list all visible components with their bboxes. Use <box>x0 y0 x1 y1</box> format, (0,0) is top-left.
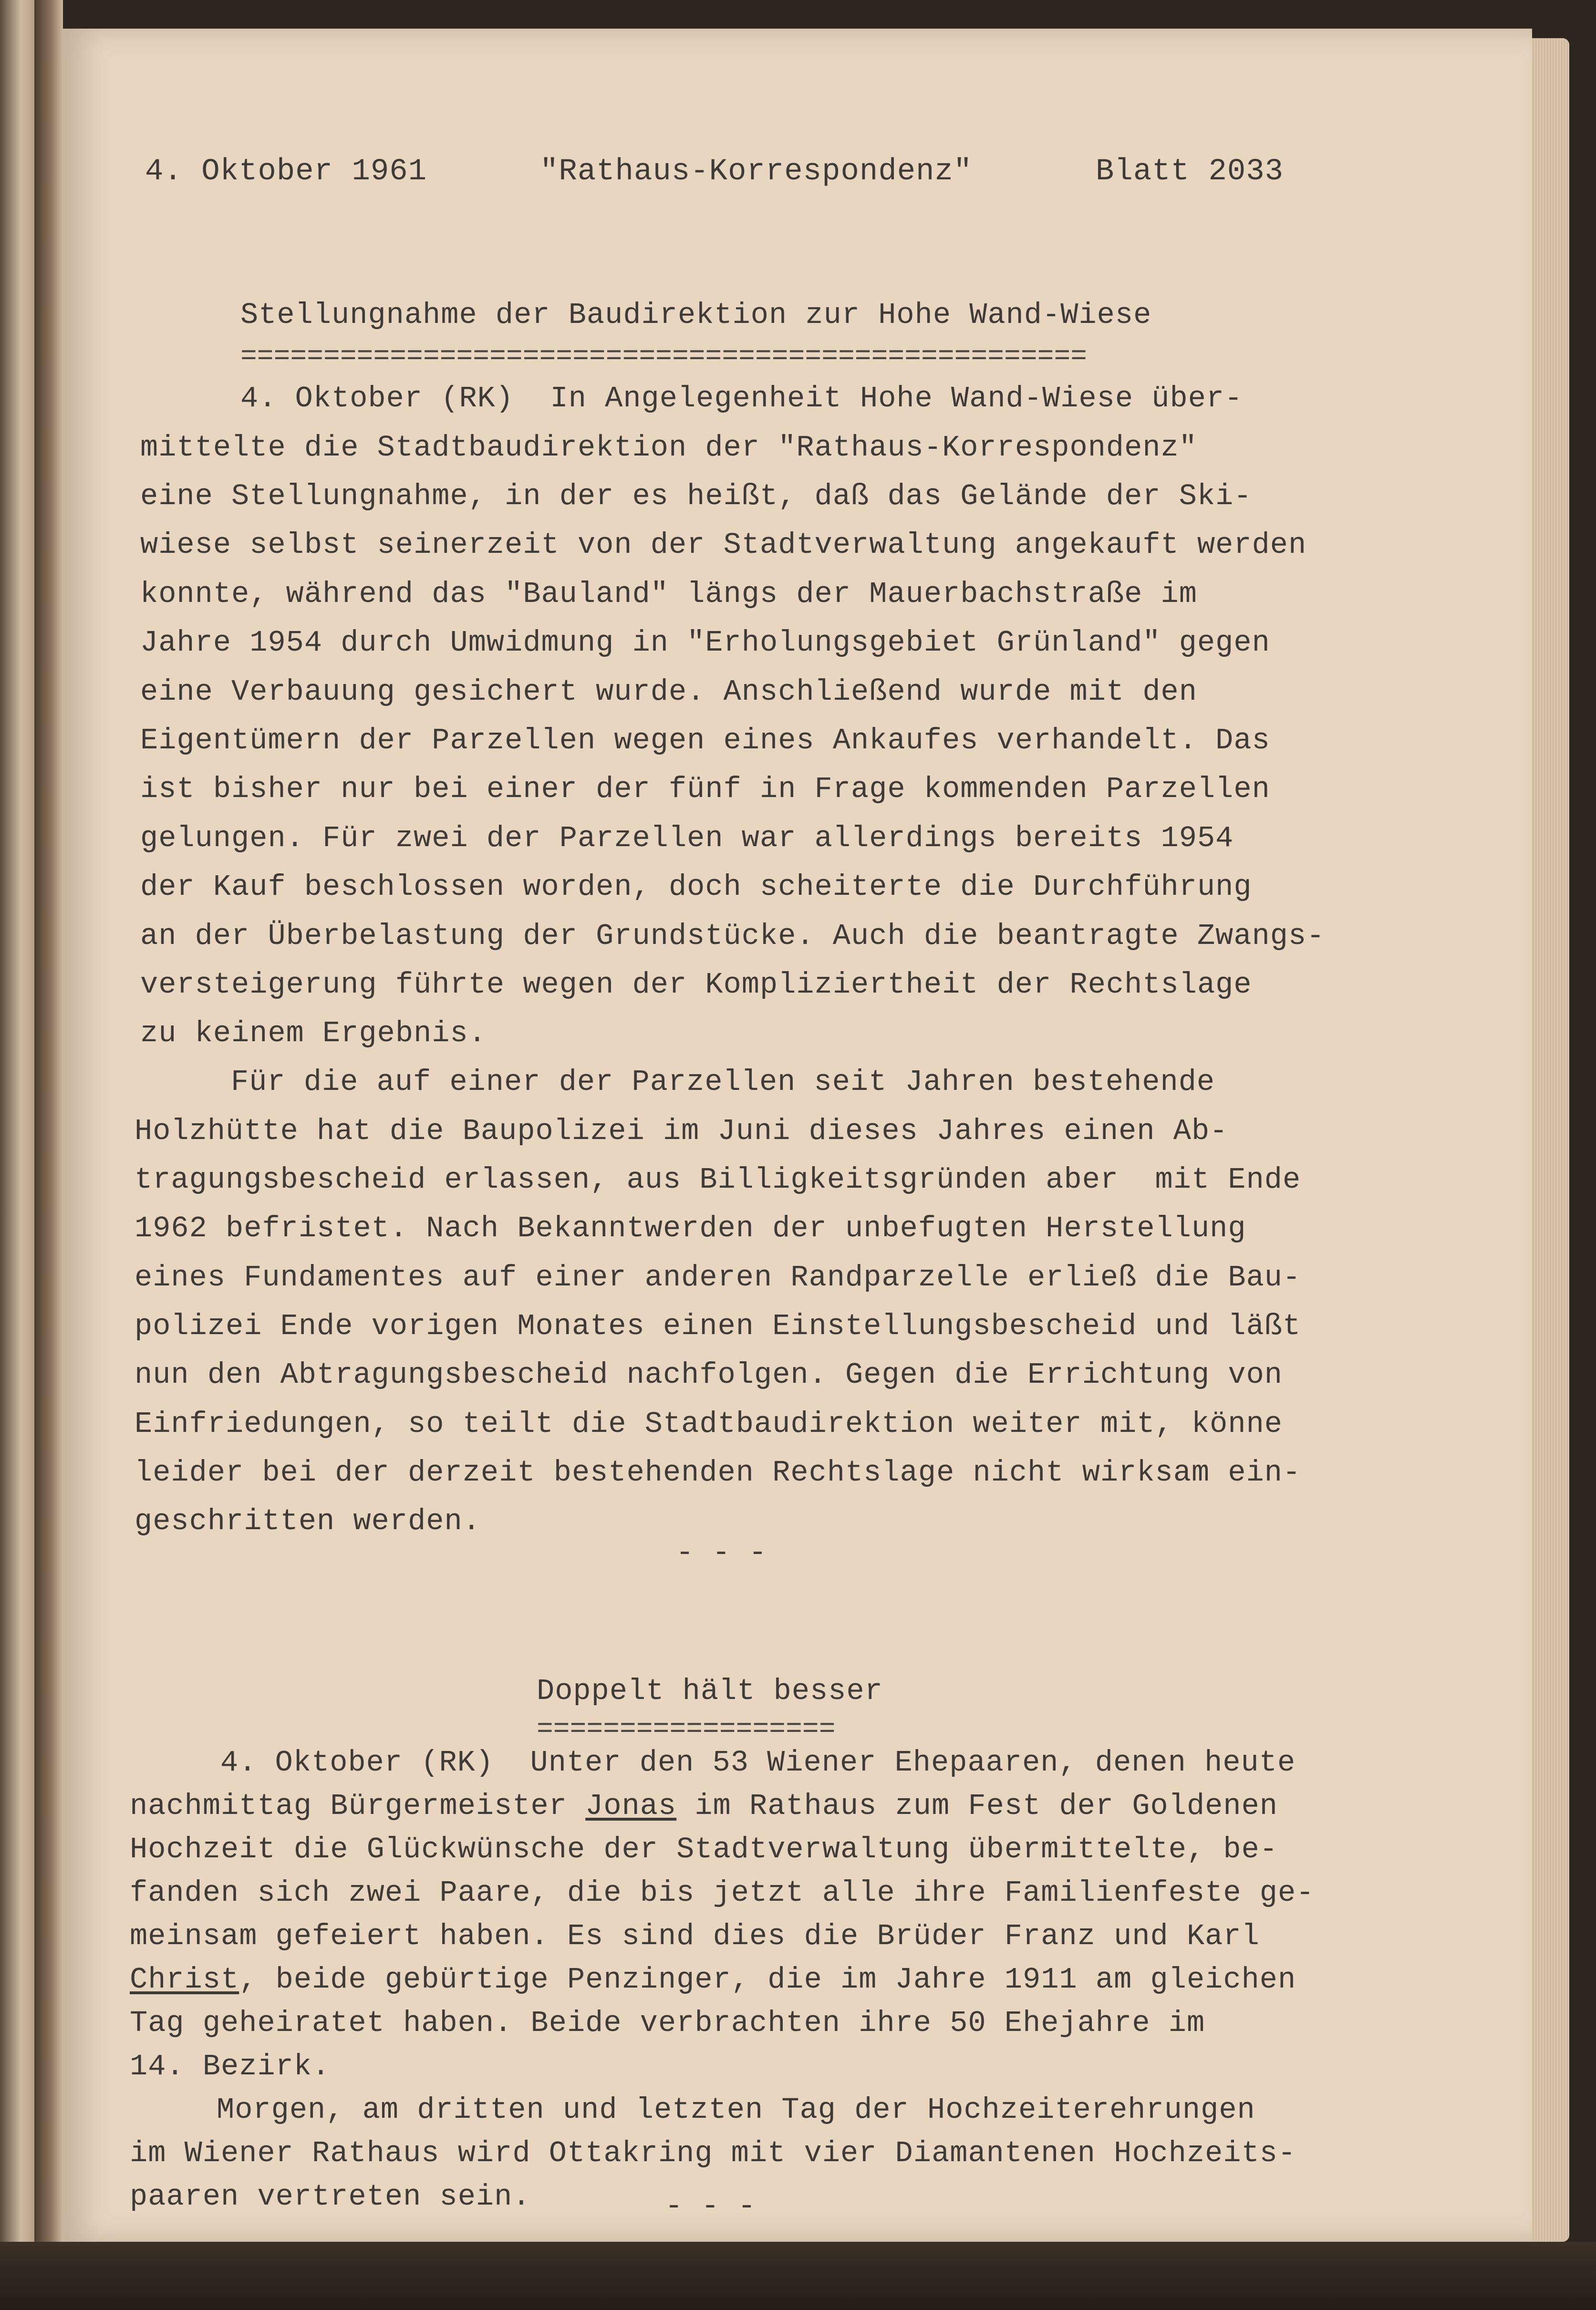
article1-line: eine Verbauung gesichert wurde. Anschließend wurde mit den <box>140 675 1197 709</box>
article2-end-mark: - - - <box>665 2189 757 2223</box>
book-bottom-shadow <box>0 2242 1596 2310</box>
article1-line: der Kauf beschlossen worden, doch scheiterte die Durchführung <box>140 870 1252 904</box>
article1-line: mittelte die Stadtbaudirektion der "Rathaus-Korrespondenz" <box>140 431 1197 465</box>
article1-line: wiese selbst seinerzeit von der Stadtverwaltung angekauft werden <box>140 528 1307 562</box>
name-jonas: Jonas <box>585 1789 677 1823</box>
article2-line: 4. Oktober (RK) Unter den 53 Wiener Ehepaaren, denen heute <box>220 1746 1296 1780</box>
article1-line: leider bei der derzeit bestehenden Rechtslage nicht wirksam ein- <box>135 1456 1301 1490</box>
article1-line: an der Überbelastung der Grundstücke. Auch die beantragte Zwangs- <box>140 919 1325 953</box>
article1-line: konnte, während das "Bauland" längs der Mauerbachstraße im <box>140 577 1197 611</box>
document-page <box>63 29 1532 2242</box>
article2-line: 14. Bezirk. <box>130 2050 331 2083</box>
article1-line: eines Fundamentes auf einer anderen Randparzelle erließ die Bau- <box>135 1261 1301 1295</box>
article1-line: Für die auf einer der Parzellen seit Jahren bestehende <box>231 1065 1215 1099</box>
article1-title: Stellungnahme der Baudirektion zur Hohe Wand-Wiese <box>240 298 1152 332</box>
article1-title-rule: =================================================== <box>240 342 1088 373</box>
article1-line: Eigentümern der Parzellen wegen eines Ankaufes verhandelt. Das <box>140 724 1270 757</box>
article1-line: Jahre 1954 durch Umwidmung in "Erholungsgebiet Grünland" gegen <box>140 626 1270 660</box>
header-publication: "Rathaus-Korrespondenz" <box>540 155 973 189</box>
article1-line: Holzhütte hat die Baupolizei im Juni dieses Jahres einen Ab- <box>135 1114 1228 1148</box>
article2-line: Tag geheiratet haben. Beide verbrachten ihre 50 Ehejahre im <box>130 2006 1205 2040</box>
article2-line: Morgen, am dritten und letzten Tag der Hochzeiterehrungen <box>217 2093 1255 2127</box>
article1-end-mark: - - - <box>676 1536 767 1570</box>
article2-line: meinsam gefeiert haben. Es sind dies die Brüder Franz und Karl <box>130 1919 1260 1953</box>
article1-line: 4. Oktober (RK) In Angelegenheit Hohe Wand-Wiese über- <box>240 382 1243 415</box>
article1-line: gelungen. Für zwei der Parzellen war allerdings bereits 1954 <box>140 821 1234 855</box>
article1-line: tragungsbescheid erlassen, aus Billigkeitsgründen aber mit Ende <box>135 1163 1301 1197</box>
article1-line: 1962 befristet. Nach Bekanntwerden der unbefugten Herstellung <box>135 1212 1246 1245</box>
header-sheet-number: Blatt 2033 <box>1096 155 1284 189</box>
article2-title: Doppelt hält besser <box>537 1674 883 1708</box>
article2-line: paaren vertreten sein. <box>130 2180 531 2214</box>
name-christ: Christ <box>130 1963 239 1997</box>
article1-line: Einfriedungen, so teilt die Stadtbaudirektion weiter mit, könne <box>135 1407 1283 1441</box>
book-gutter <box>34 0 63 2310</box>
article2-line: fanden sich zwei Paare, die bis jetzt alle ihre Familienfeste ge- <box>130 1876 1315 1910</box>
article2-line: Hochzeit die Glückwünsche der Stadtverwaltung übermittelte, be- <box>130 1833 1278 1866</box>
article1-line: nun den Abtragungsbescheid nachfolgen. Gegen die Errichtung von <box>135 1358 1283 1392</box>
article2-line: Christ, beide gebürtige Penzinger, die im Jahre 1911 am gleichen <box>130 1963 1296 1997</box>
previous-page-edge <box>0 0 34 2310</box>
article1-line: ist bisher nur bei einer der fünf in Frage kommenden Parzellen <box>140 772 1270 806</box>
article2-title-rule: ================== <box>537 1714 836 1745</box>
article1-line: polizei Ende vorigen Monates einen Einstellungsbescheid und läßt <box>135 1309 1301 1343</box>
article2-line: im Wiener Rathaus wird Ottakring mit vier Diamantenen Hochzeits- <box>130 2136 1296 2170</box>
article1-line: geschritten werden. <box>135 1504 481 1538</box>
header-date: 4. Oktober 1961 <box>145 155 427 189</box>
article2-line: nachmittag Bürgermeister Jonas im Rathaus zum Fest der Goldenen <box>130 1789 1278 1823</box>
article1-line: eine Stellungnahme, in der es heißt, daß das Gelände der Ski- <box>140 479 1252 513</box>
article1-line: zu keinem Ergebnis. <box>140 1016 487 1050</box>
article1-line: versteigerung führte wegen der Kompliziertheit der Rechtslage <box>140 968 1252 1002</box>
